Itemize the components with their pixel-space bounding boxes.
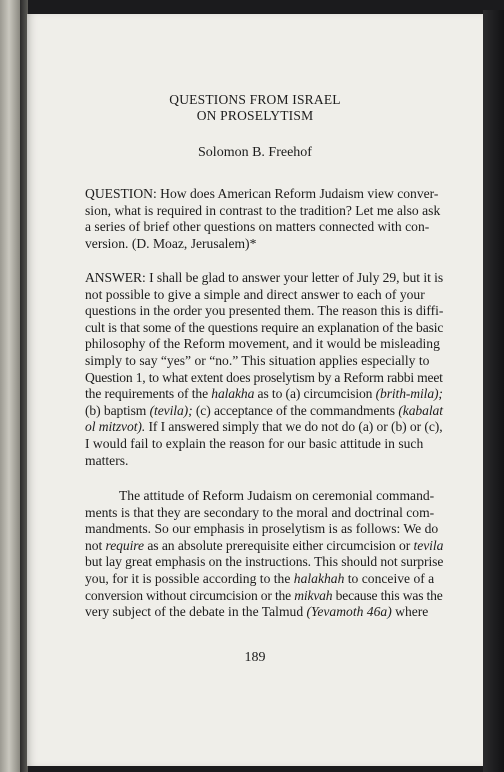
article-title-line-1: QUESTIONS FROM ISRAEL	[169, 92, 341, 107]
text-run: ments is that they are secondary to the moral and doctrinal com-	[85, 504, 435, 520]
text-run: (c) acceptance of the commandments	[192, 402, 399, 418]
text-line	[85, 588, 443, 604]
text-line	[85, 320, 443, 336]
text-run: (b) baptism	[85, 402, 150, 418]
italic-term: (brith-mila);	[375, 386, 443, 402]
text-line	[85, 186, 443, 202]
text-line	[85, 554, 443, 570]
text-run: a series of brief other questions on matters connected with con-	[85, 219, 430, 235]
text-run: you, for it is possible according to the	[85, 571, 294, 586]
text-line	[85, 303, 443, 319]
facing-page-edge	[0, 0, 20, 772]
text-run: ANSWER: I shall be glad to answer your letter of July 29, but it is	[85, 270, 444, 285]
text-run: questions in the order you presented them. The reason this is diffi-	[85, 303, 444, 319]
text-run: the requirements of the	[85, 386, 212, 402]
text-line	[85, 419, 443, 435]
italic-term: (Yevamoth 46a)	[306, 604, 392, 620]
article-author: Solomon B. Freehof	[198, 145, 312, 160]
italic-term: tevila	[413, 537, 444, 553]
text-run: sion, what is required in contrast to the tradition? Let me also ask	[85, 202, 441, 218]
page-sheet	[27, 14, 483, 766]
italic-term: (kabalat	[398, 402, 443, 418]
page-text	[27, 14, 483, 766]
article-title-line-2: ON PROSELYTISM	[196, 108, 314, 123]
text-line	[85, 436, 443, 452]
text-line	[85, 236, 443, 252]
text-run: QUESTION: How does American Reform Judaism view conver-	[85, 186, 439, 201]
text-line	[85, 505, 443, 521]
text-run: but lay great emphasis on the instructions. This should not surprise	[85, 554, 444, 570]
text-run: because this was the	[332, 587, 443, 603]
scan-background-edge	[483, 10, 504, 772]
text-line	[85, 604, 443, 620]
text-line	[85, 571, 443, 587]
text-line	[85, 287, 443, 303]
text-run: I would fail to explain the reason for our basic attitude in such	[85, 436, 424, 451]
text-line	[85, 370, 443, 386]
text-run: philosophy of the Reform movement, and it would be misleading	[85, 336, 440, 352]
text-line	[85, 403, 443, 419]
text-run: simply to say “yes” or “no.” This situation applies especially to	[85, 353, 430, 368]
text-line	[85, 203, 443, 219]
text-line	[85, 219, 443, 235]
text-run: version. (D. Moaz, Jerusalem)*	[85, 235, 257, 251]
text-line	[119, 488, 443, 504]
italic-term: require	[105, 537, 144, 553]
text-line	[85, 353, 443, 369]
text-run: mandments. So our emphasis in proselytism is as follows: We do	[85, 521, 439, 537]
text-run: where	[391, 604, 429, 620]
text-run: not	[85, 537, 106, 553]
text-line	[85, 336, 443, 352]
text-run: Question 1, to what extent does proselytism by a Reform rabbi meet	[85, 369, 443, 385]
text-run: If I answered simply that we do not do (a) or (b) or (c),	[145, 419, 443, 435]
text-run: conversion without circumcision or the	[85, 587, 295, 603]
text-run: cult is that some of the questions require an explanation of the basic	[85, 319, 444, 335]
italic-term: ol mitzvot).	[85, 419, 146, 435]
text-line	[85, 270, 443, 286]
text-line	[85, 453, 443, 469]
italic-term: halakha	[211, 386, 255, 402]
text-line	[85, 538, 443, 554]
text-run: very subject of the debate in the Talmud	[85, 604, 307, 620]
text-run: matters.	[85, 452, 129, 468]
italic-term: mikvah	[294, 587, 333, 603]
text-run: to conceive of a	[344, 571, 435, 586]
text-run: as to (a) circumcision	[254, 386, 376, 402]
text-run: as an absolute prerequisite either circumcision or	[144, 537, 414, 553]
italic-term: halakhah	[293, 571, 345, 586]
text-line	[85, 521, 443, 537]
text-run: not possible to give a simple and direct answer to each of your	[85, 286, 425, 302]
text-line	[85, 386, 443, 402]
italic-term: (tevila);	[149, 402, 193, 418]
text-run: The attitude of Reform Judaism on ceremonial command-	[119, 488, 435, 503]
page-number: 189	[244, 650, 266, 665]
